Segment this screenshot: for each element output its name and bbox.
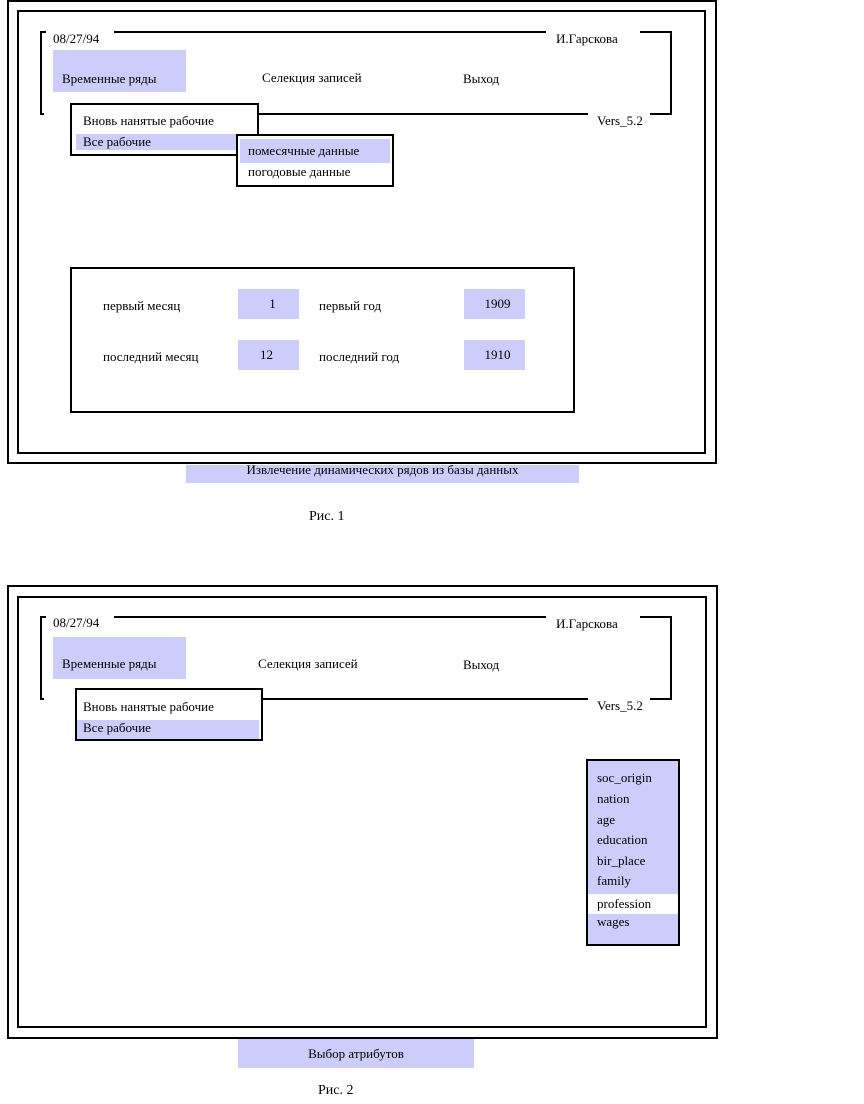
status-bar [238,1039,474,1068]
submenu-item-yearly[interactable]: погодовые данные [248,164,351,179]
attribute-item[interactable]: bir_place [597,853,646,868]
dropdown-item-all-workers[interactable]: Все рабочие [77,720,259,739]
last-year-label: последний год [319,349,400,364]
status-bar [186,465,579,483]
frame-gap [44,697,76,703]
menu-selection[interactable]: Селекция записей [262,70,362,85]
last-month-field[interactable]: 12 [238,340,299,370]
attribute-item[interactable]: wages [597,914,630,929]
first-year-label: первый год [319,298,382,313]
menu-exit[interactable]: Выход [463,71,500,86]
status-text: Выбор атрибутов [308,1046,404,1061]
attribute-item[interactable]: nation [597,791,630,806]
dropdown-item-new-hired[interactable]: Вновь нанятые рабочие [83,699,214,714]
attribute-item[interactable]: age [597,812,616,827]
author-label: И.Гарскова [556,616,618,631]
first-year-field[interactable]: 1909 [464,289,525,319]
attribute-list [586,759,680,946]
menu-time-series[interactable] [53,637,186,679]
dropdown-item-all-workers[interactable]: Все рабочие [76,134,253,150]
menu-time-series-label: Временные ряды [62,71,157,86]
submenu [236,134,394,187]
date-label: 08/27/94 [53,615,100,630]
date-label: 08/27/94 [53,31,100,46]
figure-caption: Рис. 1 [309,509,345,524]
first-month-field[interactable]: 1 [238,289,299,319]
dropdown-menu [75,688,263,741]
attribute-item-selected[interactable]: profession [588,894,678,914]
menu-exit[interactable]: Выход [463,657,500,672]
version-label: Vers_5.2 [597,698,643,713]
status-text: Извлечение динамических рядов из базы данных [246,465,519,477]
dropdown-item-new-hired[interactable]: Вновь нанятые рабочие [83,113,214,128]
version-label: Vers_5.2 [597,113,643,128]
dropdown-menu [70,103,259,156]
menu-time-series-label: Временные ряды [62,656,157,671]
menu-time-series[interactable] [53,50,186,92]
author-label: И.Гарскова [556,31,618,46]
last-month-label: последний месяц [103,349,199,364]
attribute-item[interactable]: family [597,873,631,888]
attribute-item[interactable]: education [597,832,648,847]
frame-gap [44,112,70,118]
submenu-item-monthly[interactable]: помесячные данные [240,139,390,163]
menu-selection[interactable]: Селекция записей [258,656,358,671]
figure-caption: Рис. 2 [318,1083,354,1098]
attribute-item[interactable]: soc_origin [597,770,652,785]
last-year-field[interactable]: 1910 [464,340,525,370]
first-month-label: первый месяц [103,298,181,313]
